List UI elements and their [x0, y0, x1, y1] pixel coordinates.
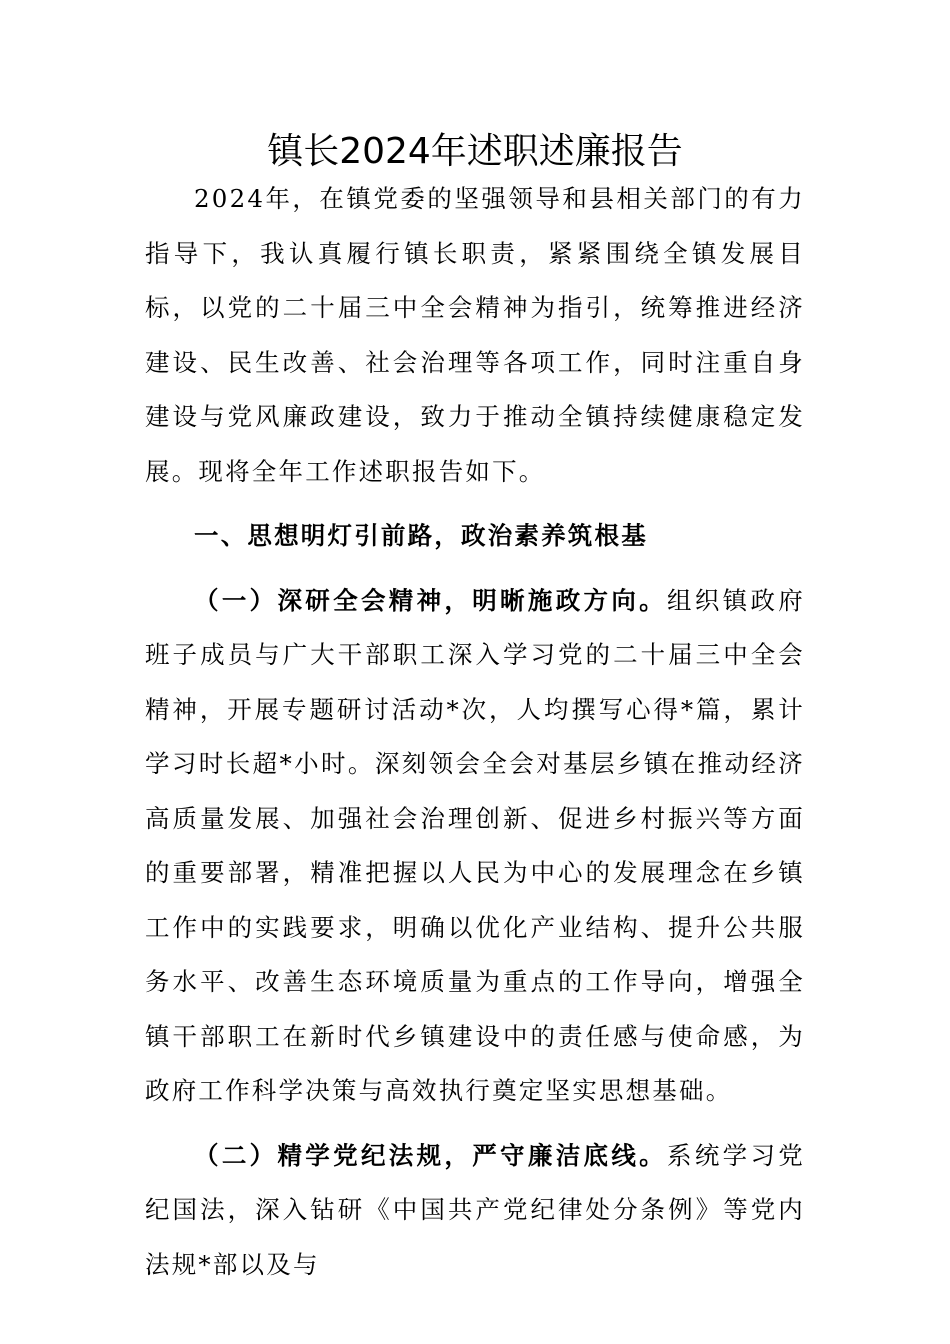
item-text: 系统学习党纪国法，深入钻研《中国共产党纪律处分条例》等党内法规*部以及与 — [145, 1140, 805, 1279]
item-text: 组织镇政府班子成员与广大干部职工深入学习党的二十届三中全会精神，开展专题研讨活动*次，人均撰写心得*篇，累计学习时长超*小时。深刻领会全会对基层乡镇在推动经济高质量发展、加强社会治理创新、促进乡村振兴等方面的重要部署，精准把握以人民为中心的发展理念在乡镇工作中的实践要求，明确以优化产业结构、提升公共服务水平、改善生态环境质量为重点的工作导向，增强全镇干部职工在新时代乡镇建设中的责任感与使命感，为政府工作科学决策与高效执行奠定坚实思想基础。 — [145, 585, 805, 1105]
document-title: 镇长2024年述职述廉报告 — [267, 131, 683, 172]
intro-paragraph: 2024年，在镇党委的坚强领导和县相关部门的有力指导下，我认真履行镇长职责，紧紧围绕全镇发展目标，以党的二十届三中全会精神为指引，统筹推进经济建设、民生改善、社会治理等各项工作，同时注重自身建设与党风廉政建设，致力于推动全镇持续健康稳定发展。现将全年工作述职报告如下。 — [145, 184, 805, 486]
item-lead: （一）深研全会精神，明晰施政方向。 — [194, 585, 667, 615]
item-lead: （二）精学党纪法规，严守廉洁底线。 — [194, 1140, 667, 1170]
section-heading: 一、思想明灯引前路，政治素养筑根基 — [194, 521, 648, 550]
section-item-2 — [145, 1129, 805, 1293]
document-body — [145, 172, 805, 1292]
section-item-1 — [145, 574, 805, 1119]
